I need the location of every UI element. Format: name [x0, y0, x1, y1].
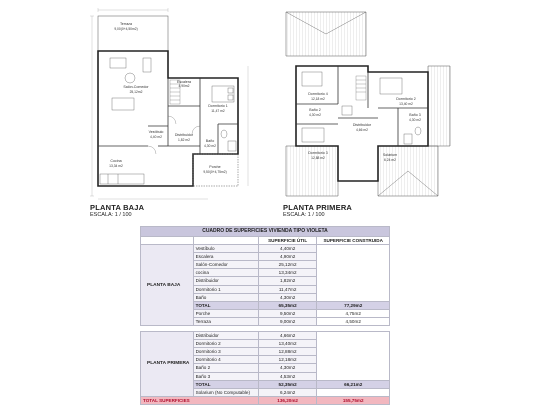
- terrace-outline: [98, 16, 168, 51]
- extra-name: Terraza: [193, 317, 258, 325]
- extra-name: Porche: [193, 309, 258, 317]
- item-name: Distribuidor: [193, 332, 258, 340]
- item-area: 12,88m2: [258, 348, 317, 356]
- room-label-solarium: Solárium: [382, 153, 398, 157]
- item-area: 13,34m2: [258, 269, 317, 277]
- first-floor-scale: ESCALA: 1 / 100: [283, 212, 325, 218]
- room-area-bedroom-3: 12,88 m2: [311, 156, 325, 160]
- extra-built: 4,75m2: [317, 309, 390, 317]
- room-area-porch: 9,50(0+4,75m2): [203, 170, 227, 174]
- item-area: 4,53m2: [258, 372, 317, 380]
- item-name: Dormitorio 4: [193, 356, 258, 364]
- table-row: [141, 332, 390, 340]
- item-area: 4,90m2: [258, 253, 317, 261]
- room-area-terrace: 9,00(0+4,50m2): [114, 27, 138, 31]
- room-area-living: 25,12m2: [129, 90, 143, 94]
- room-label-living: Salón-Comedor: [123, 85, 149, 89]
- item-area: 4,30m2: [258, 293, 317, 301]
- room-label-bath: Baño: [205, 139, 215, 143]
- subtotal-built: 66,21m2: [317, 380, 390, 388]
- built-blank: [317, 332, 390, 381]
- room-area-bedroom-4: 12,18 m2: [311, 97, 325, 101]
- group-planta-primera: PLANTA PRIMERA: [141, 332, 194, 397]
- table-row: [141, 245, 390, 253]
- item-name: Baño 2: [193, 364, 258, 372]
- item-name: Dormitorio 3: [193, 348, 258, 356]
- item-name: Dormitorio 2: [193, 340, 258, 348]
- item-name: Dormitorio 1: [193, 285, 258, 293]
- extra-area: 9,00m2: [258, 317, 317, 325]
- extra-built: [317, 388, 390, 396]
- extra-name: Solarium (No Computable): [193, 388, 258, 396]
- grand-total-label: TOTAL SUPERFICIES: [141, 396, 259, 404]
- room-area-solarium: 6,24 m2: [384, 158, 396, 162]
- header-built: SUPERFICIE CONSTRUIDA: [317, 237, 390, 245]
- table-title-row: [141, 227, 390, 237]
- subtotal-label: TOTAL: [193, 301, 258, 309]
- item-name: Baño 3: [193, 372, 258, 380]
- room-area-first-distributor: 4,66 m2: [356, 128, 368, 132]
- extra-area: 9,50m2: [258, 309, 317, 317]
- room-label-porch: Porche: [209, 165, 221, 169]
- item-area: 12,18m2: [258, 356, 317, 364]
- item-name: Escalera: [193, 253, 258, 261]
- room-area-kitchen: 13,34 m2: [109, 164, 123, 168]
- subtotal-util: 52,35m2: [258, 380, 317, 388]
- item-area: 1,82m2: [258, 277, 317, 285]
- header-util: SUPERFICIE ÚTIL: [258, 237, 317, 245]
- grand-total-row: [141, 396, 390, 404]
- header-blank: [141, 237, 194, 245]
- item-area: 4,66m2: [258, 332, 317, 340]
- subtotal-util: 65,35m2: [258, 301, 317, 309]
- first-floor-title: PLANTA PRIMERA: [283, 203, 353, 212]
- room-label-bath-2: Baño 2: [309, 108, 321, 112]
- room-area-bath-2: 4,30 m2: [309, 113, 321, 117]
- item-area: 11,47m2: [258, 285, 317, 293]
- bed-symbol: [212, 86, 234, 102]
- room-label-bedroom-2: Dormitorio 2: [396, 97, 416, 101]
- room-area-bedroom-1: 11,47 m2: [211, 109, 225, 113]
- room-area-stair: 4,90m2: [178, 84, 190, 88]
- room-area-bath: 4,30 m2: [204, 144, 216, 148]
- grand-total-built: 155,75m2: [317, 396, 390, 404]
- ground-floor-title: PLANTA BAJA: [90, 203, 145, 212]
- item-name: Salón-Comedor: [193, 261, 258, 269]
- item-name: cocina: [193, 269, 258, 277]
- ground-floor-scale: ESCALA: 1 / 100: [90, 212, 132, 218]
- room-area-hall: 4,40 m2: [150, 135, 162, 139]
- first-floor-plan: [278, 6, 458, 201]
- item-area: 25,12m2: [258, 261, 317, 269]
- grand-total-util: 136,20m2: [258, 396, 317, 404]
- extra-built: 4,50m2: [317, 317, 390, 325]
- first-floor-stair: [356, 76, 366, 100]
- room-label-kitchen: Cocina: [110, 159, 122, 163]
- item-name: Baño: [193, 293, 258, 301]
- built-blank: [317, 245, 390, 302]
- room-area-distributor: 1,82 m2: [178, 138, 190, 142]
- surface-table-container: [140, 226, 390, 405]
- dining-furniture: [110, 58, 151, 110]
- table-title: CUADRO DE SUPERFICIES VIVIENDA TIPO VIOLETA: [141, 227, 390, 237]
- subtotal-label: TOTAL: [193, 380, 258, 388]
- extra-area: 6,24m2: [258, 388, 317, 396]
- room-label-bedroom-1: Dormitorio 1: [208, 104, 228, 108]
- group-planta-baja: PLANTA BAJA: [141, 245, 194, 326]
- item-area: 4,40m2: [258, 245, 317, 253]
- room-label-bedroom-3: Dormitorio 3: [308, 151, 328, 155]
- room-label-stair: Escalera: [177, 80, 191, 84]
- room-label-bedroom-4: Dormitorio 4: [308, 92, 328, 96]
- subtotal-built: 77,29m2: [317, 301, 390, 309]
- surface-table: [140, 226, 390, 405]
- room-area-bath-3: 4,30 m2: [409, 118, 421, 122]
- room-label-distributor: Distribuidor: [174, 133, 194, 137]
- room-label-terrace: Terraza: [120, 22, 132, 26]
- table-header-row: [141, 237, 390, 245]
- item-area: 13,40m2: [258, 340, 317, 348]
- room-label-bath-3: Baño 3: [409, 113, 421, 117]
- room-label-first-distributor: Distribuidor: [352, 123, 372, 127]
- ground-floor-drawing: [88, 6, 258, 201]
- header-blank-2: [193, 237, 258, 245]
- room-area-bedroom-2: 13,40 m2: [399, 102, 413, 106]
- item-name: Vestíbulo: [193, 245, 258, 253]
- kitchen-counter: [100, 174, 144, 184]
- first-floor-drawing: [278, 6, 458, 201]
- item-name: Distribuidor: [193, 277, 258, 285]
- item-area: 4,30m2: [258, 364, 317, 372]
- ground-floor-plan: [88, 6, 258, 201]
- bathroom-fixtures: [221, 130, 236, 151]
- room-label-hall: Vestíbulo: [148, 130, 164, 134]
